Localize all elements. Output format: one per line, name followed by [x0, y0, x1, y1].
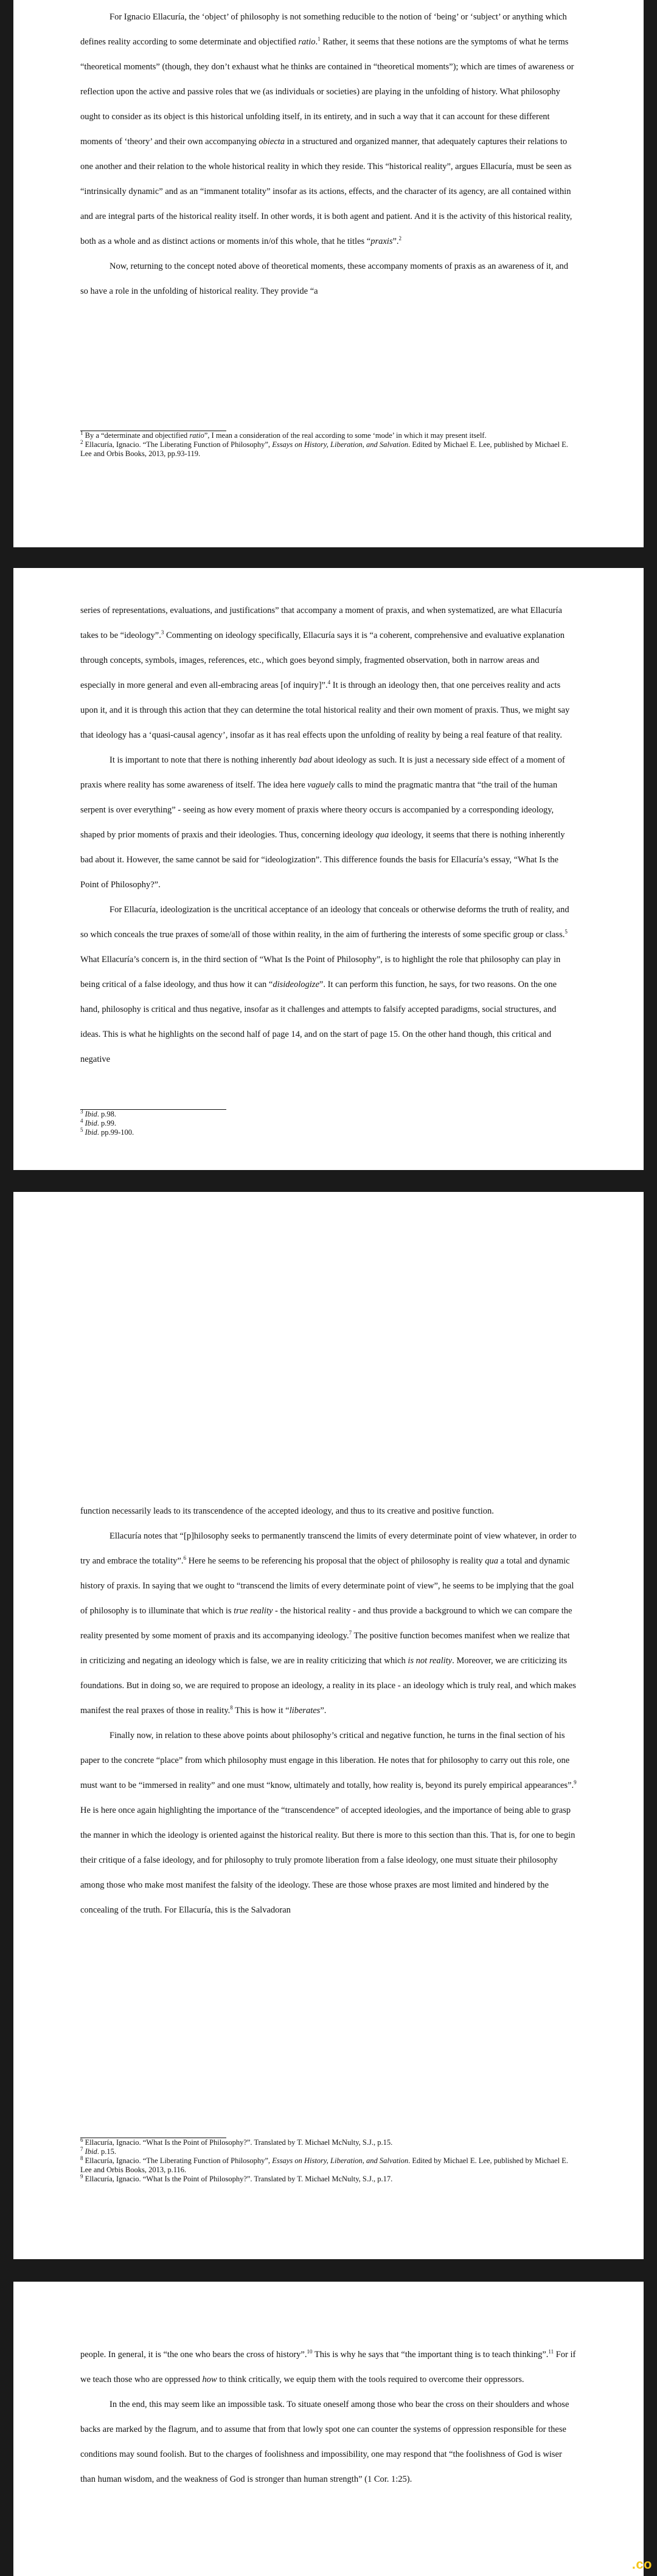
footnote [80, 2147, 577, 2156]
italic-text: Ibid [85, 1119, 97, 1127]
text-run: ”, I mean a consideration of the real according to some ‘mode’ in which it may present itself. [204, 431, 487, 440]
text-run: For Ellacuría, ideologization is the uncritical acceptance of an ideology that conceals or otherwise deforms the truth of reality, and so which conceals the true praxes of some/all of those within reality, in the aim of furthering the interests of some specific group or class. [80, 905, 569, 940]
text-run: a total and dynamic history of praxis. In saying that we ought to “transcend the limits of every determinate point of view”, he seems to be implying that the goal of philosophy is to illuminate that which is [80, 1556, 574, 1616]
text-run: By a “determinate and objectified [83, 431, 190, 440]
footnote-ref: 2 [398, 235, 402, 242]
footnote-number: 6 [80, 2136, 83, 2143]
text-run: In the end, this may seem like an impossible task. To situate oneself among those who bear the cross on their shoulders and whose backs are marked by the flagrum, and to assume that from that lowly spot one can counter the systems of oppression responsible for these conditions may sound foolish. But to the charges of foolishness and impossibility, one may respond that “the foolishness of God is wiser than human wisdom, and the weakness of God is stronger than human strength” (1 Cor. 1:25). [80, 2400, 569, 2484]
paragraph [80, 5, 577, 254]
italic-text: ratio [298, 37, 316, 47]
text-run: ”. It can perform this function, he says, for two reasons. On the one hand, philosophy is critical and thus negative, insofar as it challenges and attempts to falsify accepted paradigms, social structures, and ideas. This is what he highlights on the second half of page 14, and on the start of page 15. On the other hand though, this critical and negative [80, 980, 557, 1064]
document-page-2 [13, 568, 644, 1170]
text-run: For if we teach those who are oppressed [80, 2350, 576, 2384]
text-run: Now, returning to the concept noted above of theoretical moments, these accompany moments of praxis as an awareness of it, and so have a role in the unfolding of historical reality. They provide “a [80, 261, 569, 296]
text-run: What Ellacuría’s concern is, in the third section of “What Is the Point of Philosophy”, is to highlight the role that philosophy can play in being critical of a false ideology, and thus how it can “ [80, 955, 561, 989]
footnote-ref: 11 [548, 2349, 554, 2355]
document-page-4 [13, 2282, 644, 2576]
text-run: series of representations, evaluations, and justifications” that accompany a moment of praxis, and when systematized, are what Ellacuría takes to be “ideology”. [80, 606, 562, 640]
italic-text: qua [375, 830, 389, 840]
text-run: Ellacuría notes that “[p]hilosophy seeks to permanently transcend the limits of every determinate point of view whatever, in order to try and embrace the totality”. [80, 1531, 577, 1566]
paragraph [80, 898, 577, 1072]
footnote [80, 2175, 577, 2184]
text-run: . pp.99-100. [97, 1128, 134, 1137]
text-run: It is through an ideology then, that one perceives reality and acts upon it, and it is through this action that they can determine the total historical reality and their own moment of praxis. Thus, we might say that ideology has a ‘quasi-causal agency’, insofar as it has real effects upon the unfolding of reality by being a real feature of that reality. [80, 680, 570, 740]
footnotes [80, 2138, 577, 2184]
page-body [80, 2342, 577, 2492]
italic-text: Ibid [85, 2147, 97, 2156]
italic-text: how [202, 2375, 217, 2384]
paragraph [80, 748, 577, 898]
italic-text: Essays on History, Liberation, and Salvation [272, 2156, 409, 2165]
paragraph [80, 1524, 577, 1723]
footnote-number: 2 [80, 438, 83, 445]
footnotes [80, 1109, 577, 1137]
footnote-ref: 7 [349, 1630, 352, 1636]
footnote [80, 2138, 577, 2147]
text-run: . Edited by Michael E. Lee, published by Michael E. Lee and Orbis Books, 2013, p.116. [80, 2156, 568, 2174]
text-run: Finally now, in relation to these above points about philosophy’s critical and negative function, he turns in the final section of his paper to the concrete “place” from which philosophy must engage in this liberation. He notes that for philosophy to carry out this role, one must want to be “immersed in reality” and one must “know, ultimately and totally, how reality is, beyond its purely empirical appearances”. [80, 1731, 574, 1790]
text-run: ”. [320, 1706, 327, 1716]
text-run: . p.99. [97, 1119, 117, 1127]
document-page-1 [13, 0, 644, 547]
paragraph [80, 1499, 577, 1524]
footnote [80, 431, 577, 440]
text-run: Ellacuría, Ignacio. “The Liberating Function of Philosophy”, [83, 2156, 273, 2165]
footnote-number: 4 [80, 1117, 83, 1124]
italic-text: qua [485, 1556, 498, 1566]
text-run: . Moreover, we are criticizing its foundations. But in doing so, we are required to propose an ideology, a reality in its place - an ideology which is truly real, and which makes manifest the real praxes of those in reality. [80, 1656, 576, 1716]
text-run: Commenting on ideology specifically, Ellacuría says it is “a coherent, comprehensive and evaluative explanation through concepts, symbols, images, references, etc., which goes beyond simply, fragmented observation, both in narrow areas and especially in more general and even all-embracing areas [of inquiry]”. [80, 631, 565, 690]
footnote-ref: 5 [565, 929, 568, 935]
page-body [80, 5, 577, 304]
text-run: . Edited by Michael E. Lee, published by Michael E. Lee and Orbis Books, 2013, pp.93-119. [80, 440, 568, 458]
italic-text: disideologize [273, 980, 319, 989]
italic-text: bad [298, 755, 312, 765]
footnote [80, 1119, 577, 1128]
footnote-ref: 10 [307, 2349, 313, 2355]
text-run: about ideology as such. It is just a necessary side effect of a moment of praxis where reality has some awareness of itself. The idea here [80, 755, 565, 790]
footnote-number: 9 [80, 2173, 83, 2180]
footnote-ref: 6 [183, 1555, 186, 1562]
footnote-ref: 8 [230, 1705, 233, 1711]
italic-text: vaguely [307, 780, 335, 790]
italic-text: obiecta [259, 137, 285, 147]
text-run: calls to mind the pragmatic mantra that “the trail of the human serpent is over everything” - seeing as how every moment of praxis where theory occurs is accompanied by a corresponding ideology, shaped by prior moments of praxis and their ideologies. Thus, concerning ideology [80, 780, 558, 840]
text-run: This is why he says that “the important thing is to teach thinking”. [312, 2350, 549, 2360]
footnotes [80, 431, 577, 459]
footnote [80, 1110, 577, 1119]
text-run: Ellacuría, Ignacio. “The Liberating Function of Philosophy”, [83, 440, 273, 449]
footnote-ref: 9 [574, 1779, 577, 1786]
paragraph [80, 2392, 577, 2492]
text-run: . p.15. [97, 2147, 117, 2156]
text-run: - the historical reality - and thus provide a background to which we can compare the reality presented by some moment of praxis and its accompanying ideology. [80, 1606, 572, 1641]
text-run: . p.98. [97, 1110, 117, 1118]
footnote-number: 5 [80, 1126, 83, 1133]
footnote [80, 440, 577, 459]
text-run: . [315, 37, 318, 47]
paragraph [80, 1723, 577, 1923]
italic-text: liberates [289, 1706, 321, 1716]
text-run: For Ignacio Ellacuría, the ‘object’ of philosophy is not something reducible to the notion of ‘being’ or ‘subject’ or anything which defines reality according to some determinate and objectified [80, 12, 567, 47]
text-run: to think critically, we equip them with the tools required to overcome their oppressors. [217, 2375, 524, 2384]
footnote-ref: 1 [318, 36, 321, 43]
text-run: Ellacuría, Ignacio. “What Is the Point of Philosophy?”. Translated by T. Michael McNulty, S.J., p.17. [83, 2175, 393, 2183]
footnote-ref: 4 [327, 679, 331, 686]
text-run: ”. [392, 237, 399, 246]
italic-text: praxis [370, 237, 393, 246]
italic-text: true reality [234, 1606, 273, 1616]
text-run: He is here once again highlighting the importance of the “transcendence” of accepted ideologies, and the importance of being able to grasp the manner in which the ideology is oriented against the historical reality. But there is more to this section than this. That is, for one to begin their critique of a false ideology, and for philosophy to truly promote liberation from a false ideology, one must situate their philosophy among those who make most manifest the falsity of the ideology. These are those whose praxes are most limited and hindered by the concealing of the truth. For Ellacuría, this is the Salvadoran [80, 1806, 575, 1915]
watermark-suffix: .co [631, 2557, 652, 2572]
footnote-number: 8 [80, 2155, 83, 2161]
italic-text: ratio [189, 431, 204, 440]
text-run: Rather, it seems that these notions are the symptoms of what he terms “theoretical moments” (though, they don’t exhaust what he thinks are contained in “theoretical moments”); which are times of awareness or reflection upon the active and passive roles that we (as individuals or societies) are playing in the unfolding of history. What philosophy ought to consider as its object is this historical unfolding itself, in its entirety, and in such a way that it can account for these different moments of ‘theory’ and their own accompanying [80, 37, 574, 147]
text-run: function necessarily leads to its transcendence of the accepted ideology, and thus to its creative and positive function. [80, 1506, 494, 1516]
document-page-3 [13, 1192, 644, 2259]
watermark-text: ifunny [591, 2557, 632, 2572]
footnote-number: 7 [80, 2145, 83, 2152]
paragraph [80, 254, 577, 304]
page-body [80, 1499, 577, 1923]
text-run: Here he seems to be referencing his proposal that the object of philosophy is reality [186, 1556, 485, 1566]
paragraph [80, 2342, 577, 2392]
text-run: The positive function becomes manifest when we realize that in criticizing and negating an ideology which is false, we are in reality criticizing that which [80, 1631, 570, 1666]
text-run: This is how it “ [232, 1706, 290, 1716]
footnote-ref: 3 [161, 629, 164, 636]
italic-text: is not reality [408, 1656, 453, 1666]
italic-text: Ibid [85, 1128, 97, 1137]
footnote [80, 2156, 577, 2175]
footnote-number: 3 [80, 1108, 83, 1115]
italic-text: Essays on History, Liberation, and Salvation [272, 440, 409, 449]
text-run: ideology, it seems that there is nothing inherently bad about it. However, the same cannot be said for “ideologization”. This difference founds the basis for Ellacuría’s essay, “What Is the Point of Philosophy?”. [80, 830, 565, 890]
text-run: people. In general, it is “the one who bears the cross of history”. [80, 2350, 307, 2360]
text-run: Ellacuría, Ignacio. “What Is the Point of Philosophy?”. Translated by T. Michael McNulty, S.J., p.15. [83, 2138, 393, 2147]
footnote [80, 1128, 577, 1137]
paragraph [80, 598, 577, 748]
footnote-number: 1 [80, 429, 83, 436]
text-run: in a structured and organized manner, that adequately captures their relations to one another and their relation to the whole historical reality in which they reside. This “historical reality”, argues Ellacuría, must be seen as “intrinsically dynamic” and as an “immanent totality” insofar as its actions, effects, and the character of its agency, are all contained within and are integral parts of the historical reality itself. In other words, it is both agent and patient. And it is the activity of this historical reality, both as a whole and as distinct actions or moments in/of this whole, that he titles “ [80, 137, 572, 246]
page-body [80, 598, 577, 1072]
italic-text: Ibid [85, 1110, 97, 1118]
text-run: It is important to note that there is nothing inherently [109, 755, 299, 765]
ifunny-watermark [591, 2557, 652, 2572]
